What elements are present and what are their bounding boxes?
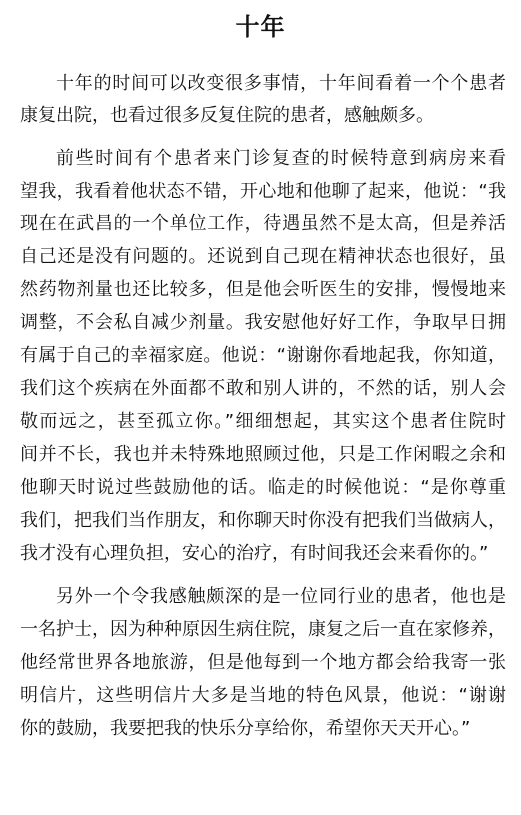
paragraph-2-line-10: 间并不长，我也并未特殊地照顾过他，只是工作闲暇之余和 <box>20 444 506 465</box>
paragraph-3-line-1: 另外一个令我感触颇深的是一位同行业的患者，他也是 <box>56 586 506 607</box>
paragraph-2-line-6: 调整，不会私自减少剂量。我安慰他好好工作，争取早日拥 <box>20 312 506 333</box>
paragraph-2-line-8: 我们这个疾病在外面都不敢和别人讲的，不然的话，别人会 <box>20 378 506 399</box>
paragraph-3-line-2: 一名护士，因为种种原因生病住院，康复之后一直在家修养， <box>20 619 506 640</box>
paragraph-3-line-5: 你的鼓励，我要把我的快乐分享给你，希望你天天开心。” <box>20 718 471 739</box>
paragraph-2-line-5: 然药物剂量也还比较多，但是他会听医生的安排，慢慢地来 <box>20 279 506 300</box>
document-title: 十年 <box>235 13 286 41</box>
paragraph-2-line-7: 有属于自己的幸福家庭。他说：“谢谢你看地起我，你知道， <box>20 345 506 366</box>
paragraph-3-line-4: 明信片，这些明信片大多是当地的特色风景，他说：“谢谢 <box>20 685 506 706</box>
paragraph-2-line-4: 自己还是没有问题的。还说到自己现在精神状态也很好，虽 <box>20 246 506 267</box>
paragraph-2-line-1: 前些时间有个患者来门诊复查的时候特意到病房来看 <box>56 148 506 169</box>
paragraph-3-line-3: 他经常世界各地旅游，但是他每到一个地方都会给我寄一张 <box>20 652 506 673</box>
paragraph-2-line-11: 他聊天时说过些鼓励他的话。临走的时候他说：“是你尊重 <box>20 477 506 498</box>
paragraph-2-line-12: 我们，把我们当作朋友，和你聊天时你没有把我们当做病人， <box>20 510 506 531</box>
paragraph-2-line-9: 敬而远之，甚至孤立你。”细细想起，其实这个患者住院时 <box>20 411 506 432</box>
paragraph-1-line-1: 十年的时间可以改变很多事情，十年间看着一个个患者 <box>56 73 506 94</box>
paragraph-1-line-2: 康复出院，也看过很多反复住院的患者，感触颇多。 <box>20 105 434 126</box>
paragraph-2-line-3: 现在在武昌的一个单位工作，待遇虽然不是太高，但是养活 <box>20 213 506 234</box>
paragraph-2-line-2: 望我，我看着他状态不错，开心地和他聊了起来，他说：“我 <box>20 181 506 202</box>
paragraph-2-line-13: 我才没有心理负担，安心的治疗，有时间我还会来看你的。” <box>20 543 489 564</box>
